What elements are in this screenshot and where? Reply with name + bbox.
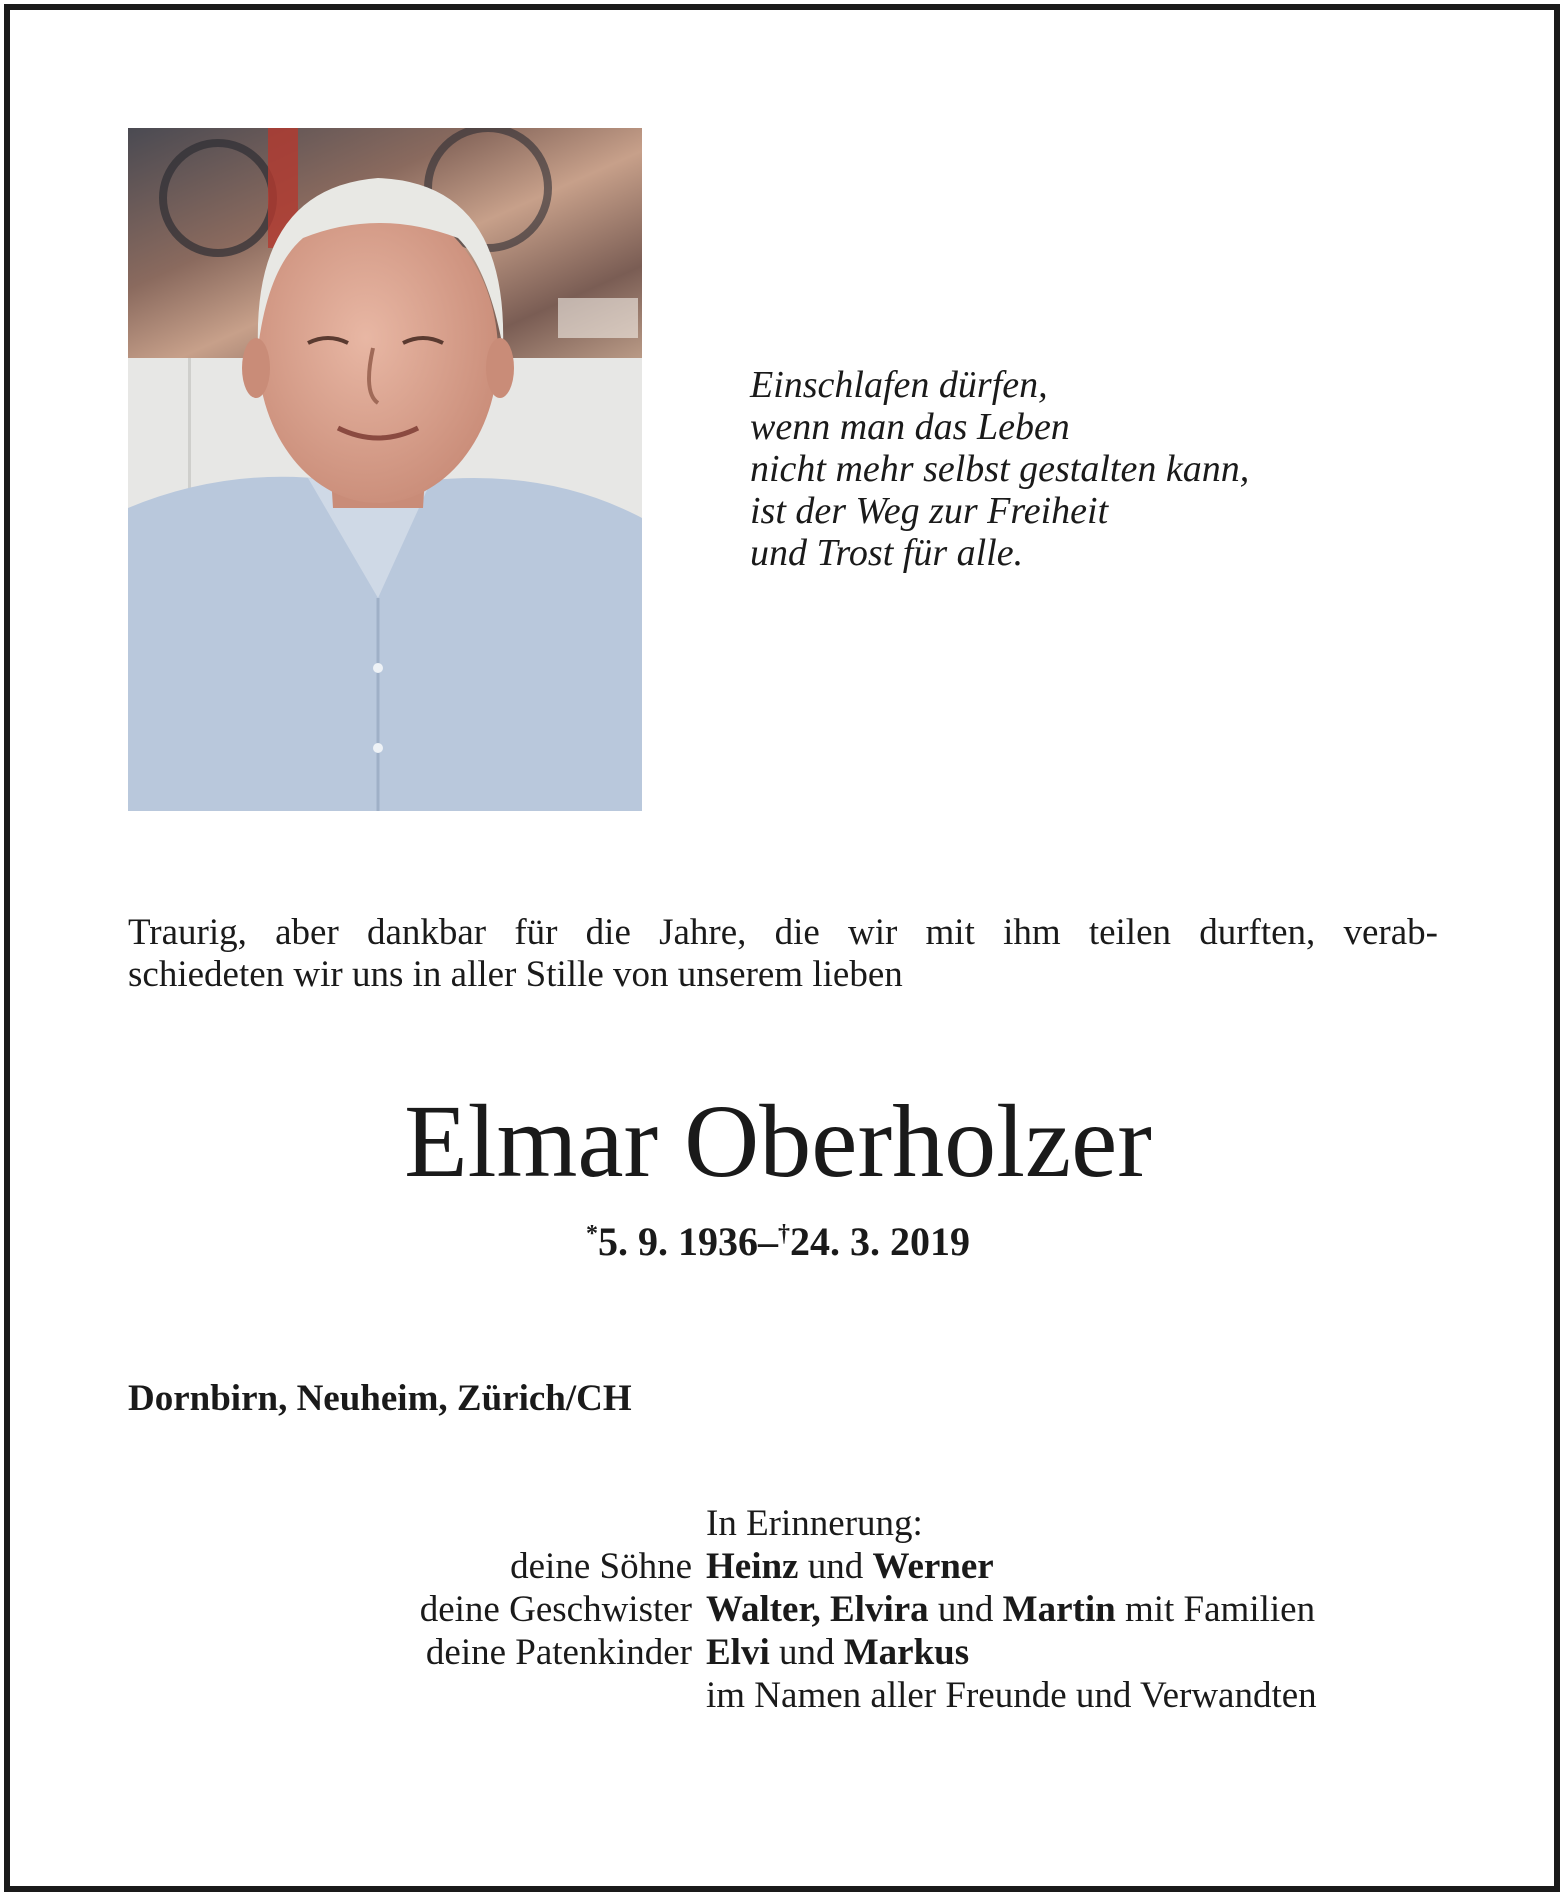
mourner-name: Martin — [1002, 1589, 1116, 1630]
relation-label: deine Patenkinder — [425, 1632, 692, 1673]
birth-date: 5. 9. 1936 — [598, 1219, 758, 1264]
remembrance-label-spacer — [0, 1674, 706, 1717]
poem-line: und Trost für alle. — [750, 532, 1024, 574]
remembrance-row — [0, 1631, 1556, 1674]
intro-text — [128, 912, 1438, 996]
poem-line: nicht mehr selbst gestalten kann, — [750, 448, 1250, 490]
remembrance-heading: In Erinnerung: — [706, 1503, 923, 1544]
relation-label: deine Geschwister — [419, 1589, 692, 1630]
poem-line: ist der Weg zur Freiheit — [750, 490, 1109, 532]
relation-suffix: mit Familien — [1115, 1589, 1316, 1630]
intro-line-1: Traurig, aber dankbar für die Jahre, die wir mit ihm teilen durften, verab- — [128, 912, 1438, 953]
relation-names — [706, 1545, 1556, 1588]
death-symbol: † — [778, 1221, 790, 1247]
remembrance-row — [0, 1545, 1556, 1588]
relation-names — [706, 1631, 1556, 1674]
mourner-name: Werner — [872, 1546, 994, 1587]
remembrance-label-spacer — [0, 1502, 706, 1545]
relation-names — [706, 1588, 1556, 1631]
date-separator: – — [758, 1219, 778, 1264]
location: Dornbirn, Neuheim, Zürich/CH — [128, 1378, 632, 1419]
conjunction: und — [798, 1546, 873, 1587]
mourner-name: Walter, Elvira — [706, 1589, 929, 1630]
conjunction: und — [769, 1632, 844, 1673]
remembrance-heading-row — [0, 1502, 1556, 1545]
mourner-name: Elvi — [706, 1632, 770, 1673]
portrait-illustration — [128, 128, 642, 811]
mourner-name: Markus — [843, 1632, 970, 1673]
remembrance-closing: im Namen aller Freunde und Verwandten — [706, 1675, 1317, 1716]
life-dates — [0, 1210, 1556, 1266]
intro-line-2: schiedeten wir uns in aller Stille von unserem lieben — [128, 954, 903, 995]
birth-symbol: * — [586, 1221, 598, 1247]
relation-label: deine Söhne — [510, 1546, 692, 1587]
portrait-photo — [128, 128, 642, 811]
remembrance-closing-row — [0, 1674, 1556, 1717]
mourner-name: Heinz — [706, 1546, 799, 1587]
death-date: 24. 3. 2019 — [790, 1219, 970, 1264]
remembrance-block — [0, 1502, 1556, 1717]
remembrance-row — [0, 1588, 1556, 1631]
poem-line: wenn man das Leben — [750, 406, 1070, 448]
deceased-name: Elmar Oberholzer — [404, 1084, 1152, 1199]
poem-line: Einschlafen dürfen, — [750, 364, 1048, 406]
memorial-poem — [750, 364, 1249, 574]
conjunction: und — [928, 1589, 1003, 1630]
